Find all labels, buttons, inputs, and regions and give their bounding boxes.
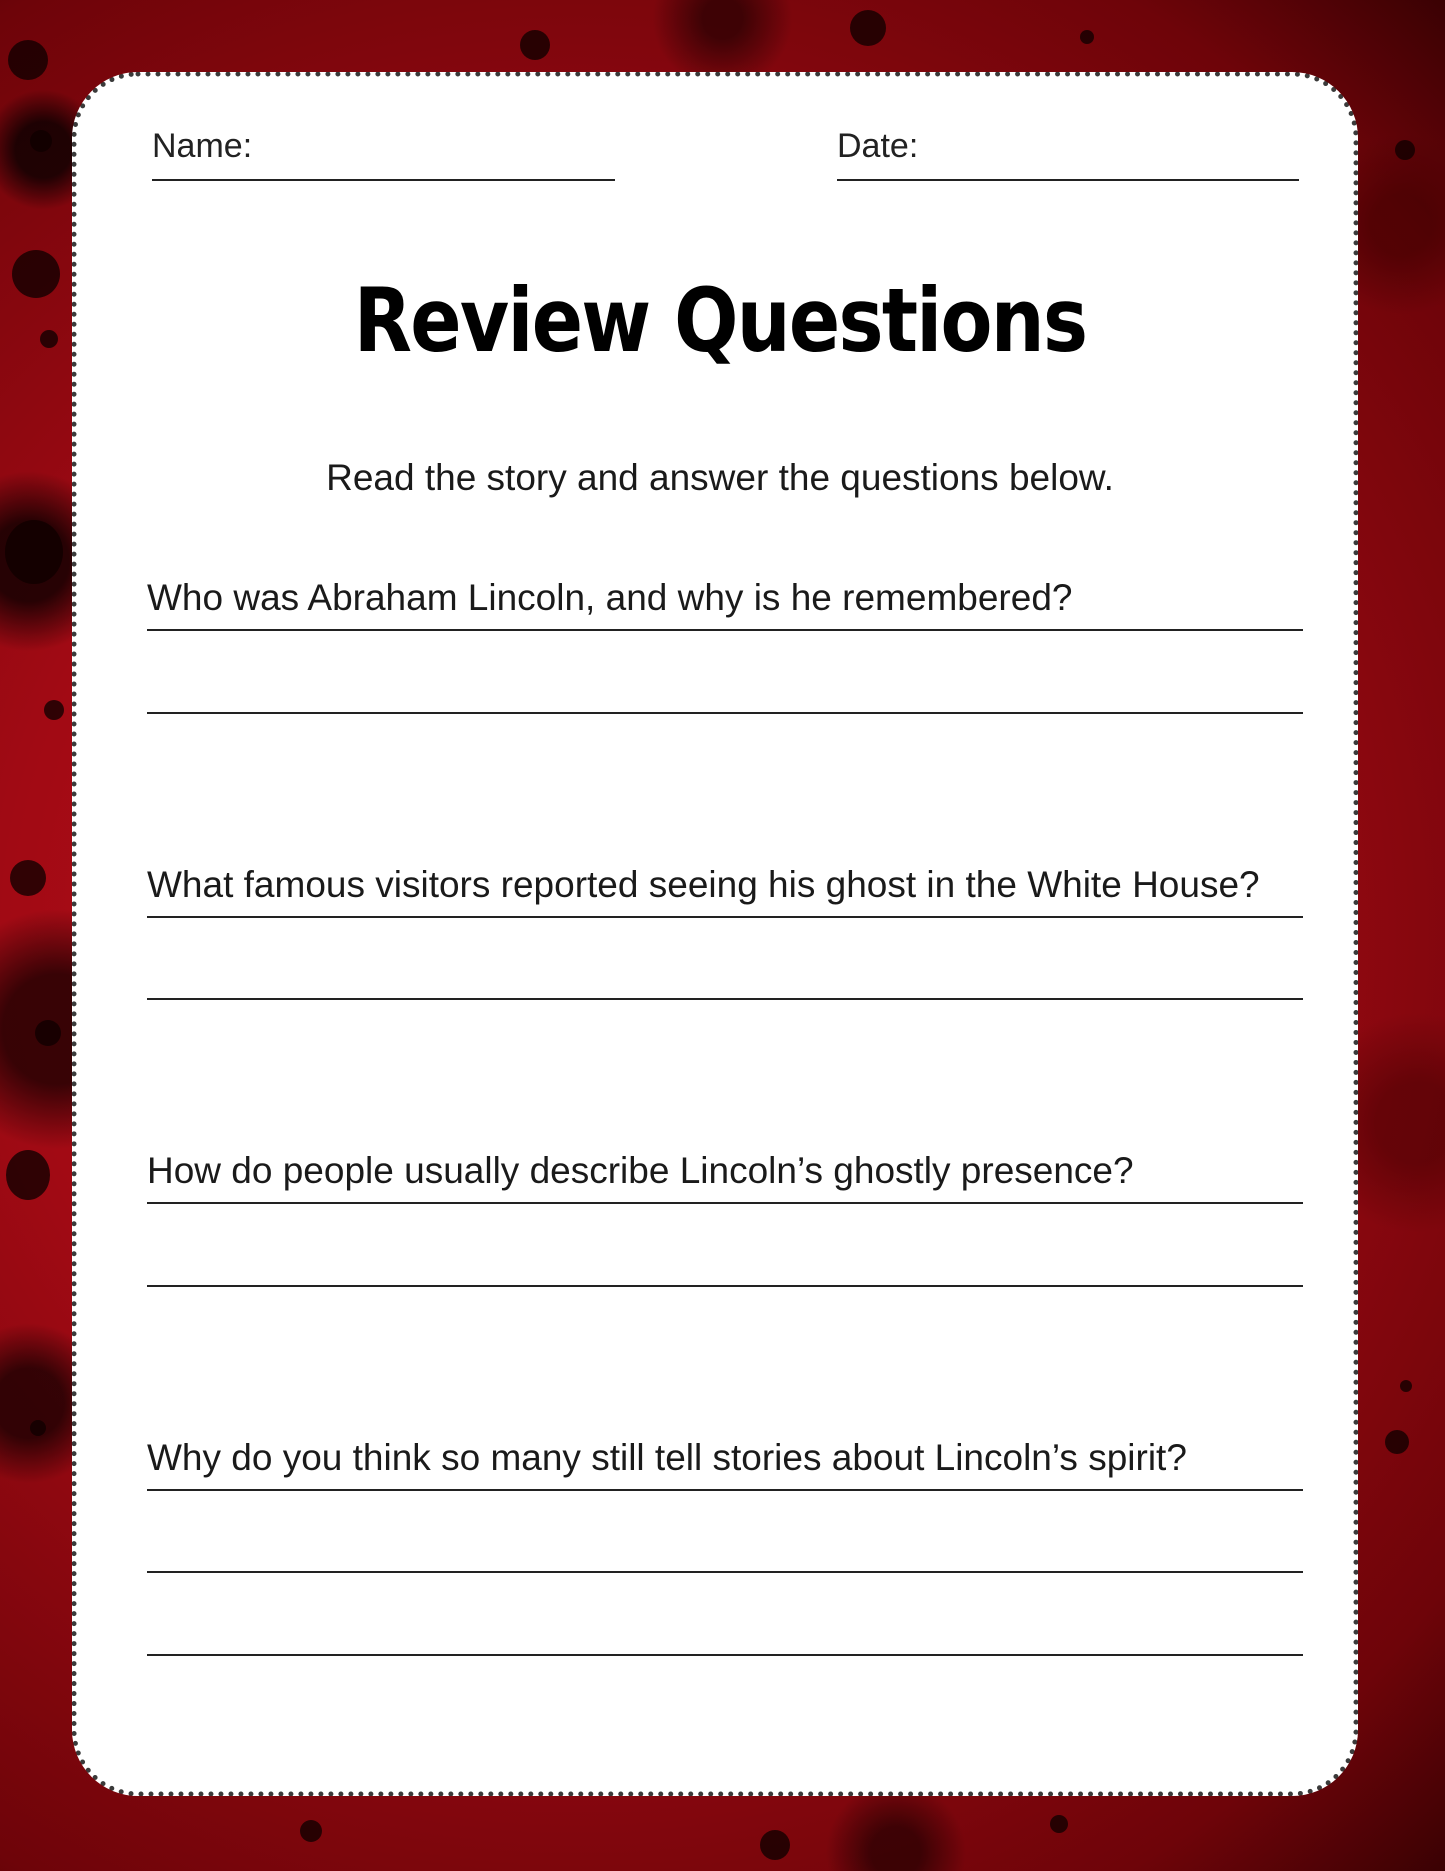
date-label: Date: bbox=[837, 127, 919, 165]
question-1: Who was Abraham Lincoln, and why is he remembered? bbox=[147, 577, 1073, 618]
question-3: How do people usually describe Lincoln’s ghostly presence? bbox=[147, 1150, 1134, 1191]
question-4: Why do you think so many still tell stories about Lincoln’s spirit? bbox=[147, 1437, 1187, 1478]
question-2: What famous visitors reported seeing his ghost in the White House? bbox=[147, 864, 1260, 905]
instructions: Read the story and answer the questions below. bbox=[326, 457, 1114, 498]
answer-line-1a[interactable] bbox=[147, 629, 1303, 631]
date-field[interactable] bbox=[837, 179, 1299, 181]
answer-line-2b[interactable] bbox=[147, 998, 1303, 1000]
answer-line-4c[interactable] bbox=[147, 1654, 1303, 1656]
name-label: Name: bbox=[152, 127, 253, 165]
answer-line-1b[interactable] bbox=[147, 712, 1303, 714]
answer-line-2a[interactable] bbox=[147, 916, 1303, 918]
answer-line-3a[interactable] bbox=[147, 1202, 1303, 1204]
page-title: Review Questions bbox=[353, 269, 1087, 372]
answer-line-4a[interactable] bbox=[147, 1489, 1303, 1491]
name-field[interactable] bbox=[152, 179, 615, 181]
answer-line-3b[interactable] bbox=[147, 1285, 1303, 1287]
answer-line-4b[interactable] bbox=[147, 1571, 1303, 1573]
worksheet-card bbox=[72, 72, 1358, 1796]
